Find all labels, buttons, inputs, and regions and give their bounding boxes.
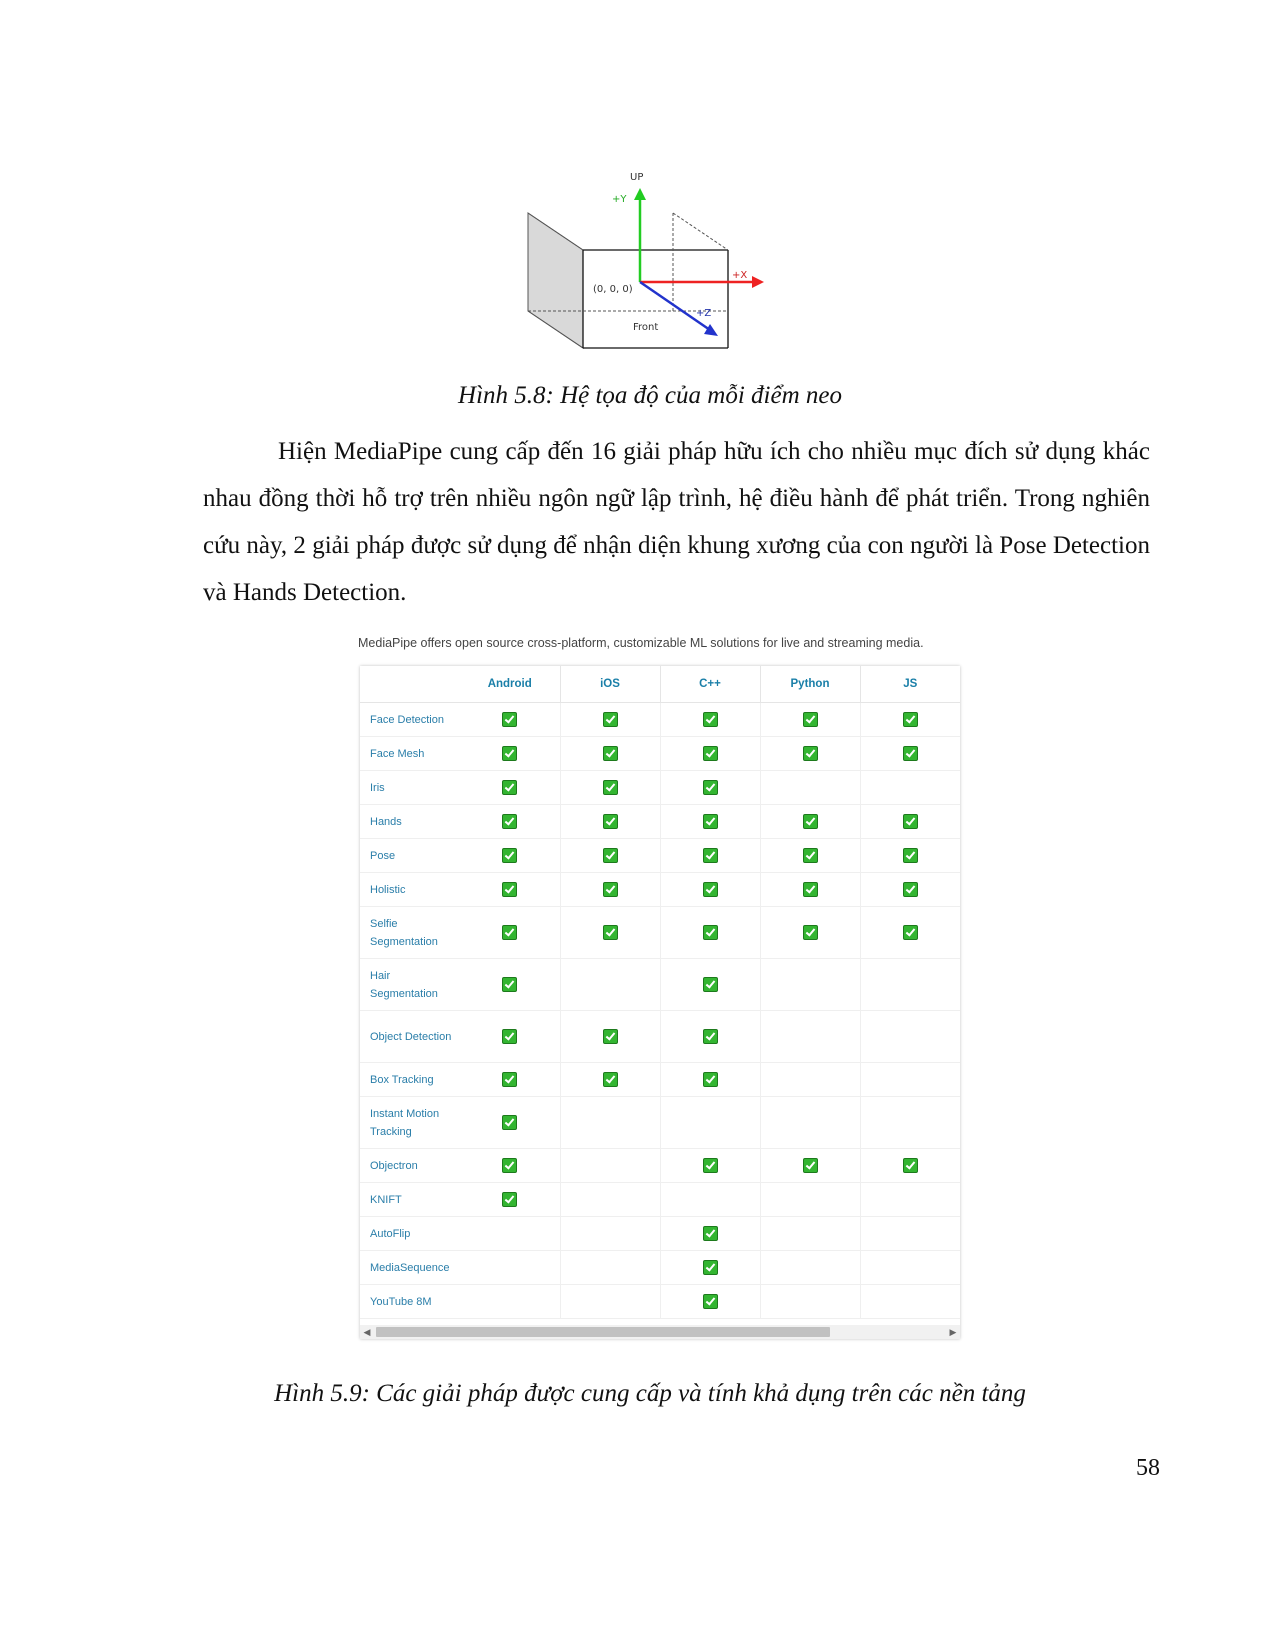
table-row bbox=[360, 839, 960, 873]
support-cell bbox=[660, 873, 760, 907]
checkmark-icon bbox=[603, 1072, 618, 1087]
header-ios: iOS bbox=[560, 666, 660, 703]
checkmark-icon bbox=[502, 925, 517, 940]
support-cell bbox=[860, 771, 960, 805]
solution-name-link[interactable]: Pose bbox=[360, 839, 460, 873]
support-cell bbox=[760, 1183, 860, 1217]
support-cell bbox=[860, 1217, 960, 1251]
checkmark-icon bbox=[502, 882, 517, 897]
solution-name-link[interactable]: MediaSequence bbox=[360, 1251, 460, 1285]
front-label: Front bbox=[633, 322, 659, 333]
solution-name-link[interactable]: Face Mesh bbox=[360, 737, 460, 771]
support-cell bbox=[860, 805, 960, 839]
z-axis-arrowhead bbox=[704, 324, 718, 336]
support-cell bbox=[460, 737, 560, 771]
checkmark-icon bbox=[703, 746, 718, 761]
checkmark-icon bbox=[703, 814, 718, 829]
support-cell bbox=[660, 1097, 760, 1149]
support-cell bbox=[460, 1183, 560, 1217]
support-cell bbox=[860, 1183, 960, 1217]
box-left-face bbox=[528, 213, 583, 348]
support-cell bbox=[560, 1285, 660, 1319]
checkmark-icon bbox=[603, 712, 618, 727]
horizontal-scrollbar[interactable] bbox=[360, 1325, 960, 1339]
solution-name-link[interactable]: Hair Segmentation bbox=[360, 959, 460, 1011]
support-cell bbox=[760, 907, 860, 959]
table-row bbox=[360, 1011, 960, 1063]
checkmark-icon bbox=[703, 1029, 718, 1044]
checkmark-icon bbox=[703, 780, 718, 795]
z-label: +Z bbox=[696, 308, 712, 319]
support-cell bbox=[660, 703, 760, 737]
checkmark-icon bbox=[603, 882, 618, 897]
support-cell bbox=[560, 1217, 660, 1251]
support-cell bbox=[660, 839, 760, 873]
checkmark-icon bbox=[703, 848, 718, 863]
solution-name-link[interactable]: Holistic bbox=[360, 873, 460, 907]
table-row bbox=[360, 737, 960, 771]
checkmark-icon bbox=[803, 1158, 818, 1173]
support-cell bbox=[860, 1063, 960, 1097]
checkmark-icon bbox=[903, 882, 918, 897]
support-cell bbox=[560, 1183, 660, 1217]
checkmark-icon bbox=[502, 1029, 517, 1044]
up-label: UP bbox=[630, 172, 644, 183]
solution-name-link[interactable]: Face Detection bbox=[360, 703, 460, 737]
x-axis-arrowhead bbox=[752, 276, 764, 288]
support-cell bbox=[860, 873, 960, 907]
support-cell bbox=[660, 959, 760, 1011]
solution-name-link[interactable]: Hands bbox=[360, 805, 460, 839]
y-label: +Y bbox=[612, 194, 627, 205]
scroll-right-arrow-icon[interactable]: ▶ bbox=[949, 1327, 957, 1337]
support-cell bbox=[560, 1097, 660, 1149]
support-cell bbox=[660, 1285, 760, 1319]
support-cell bbox=[660, 1217, 760, 1251]
support-cell bbox=[760, 737, 860, 771]
support-cell bbox=[760, 873, 860, 907]
support-cell bbox=[760, 1251, 860, 1285]
checkmark-icon bbox=[703, 1226, 718, 1241]
x-label: +X bbox=[732, 270, 748, 281]
checkmark-icon bbox=[502, 780, 517, 795]
checkmark-icon bbox=[703, 1072, 718, 1087]
support-cell bbox=[860, 1097, 960, 1149]
support-cell bbox=[860, 1251, 960, 1285]
support-cell bbox=[860, 907, 960, 959]
figure-caption-5-9: Hình 5.9: Các giải pháp được cung cấp và tính khả dụng trên các nền tảng bbox=[274, 1380, 1026, 1407]
support-cell bbox=[560, 907, 660, 959]
solution-name-link[interactable]: AutoFlip bbox=[360, 1217, 460, 1251]
support-cell bbox=[560, 771, 660, 805]
support-cell bbox=[760, 1011, 860, 1063]
header-blank bbox=[360, 666, 460, 703]
support-cell bbox=[460, 1217, 560, 1251]
checkmark-icon bbox=[903, 1158, 918, 1173]
support-cell bbox=[460, 839, 560, 873]
support-cell bbox=[860, 959, 960, 1011]
checkmark-icon bbox=[703, 882, 718, 897]
checkmark-icon bbox=[903, 848, 918, 863]
support-cell bbox=[860, 839, 960, 873]
support-cell bbox=[460, 1285, 560, 1319]
solution-name-link[interactable]: Object Detection bbox=[360, 1011, 460, 1063]
solution-name-link[interactable]: YouTube 8M bbox=[360, 1285, 460, 1319]
table-row bbox=[360, 873, 960, 907]
page-number: 58 bbox=[1136, 1455, 1160, 1481]
solutions-table bbox=[360, 666, 960, 1319]
support-cell bbox=[860, 1285, 960, 1319]
body-paragraph: Hiện MediaPipe cung cấp đến 16 giải pháp hữu ích cho nhiều mục đích sử dụng khác nhau đồng thời hỗ trợ trên nhiều ngôn ngữ lập trình, hệ điều hành để phát triển. Trong nghiên cứu này, 2 giải pháp được sử dụng để nhận diện khung xương của con người là Pose Detection và Hands Detection. bbox=[203, 438, 1150, 606]
checkmark-icon bbox=[903, 925, 918, 940]
header-js: JS bbox=[860, 666, 960, 703]
support-cell bbox=[860, 737, 960, 771]
support-cell bbox=[760, 1217, 860, 1251]
support-cell bbox=[660, 1183, 760, 1217]
checkmark-icon bbox=[703, 1294, 718, 1309]
solution-name-link[interactable]: Box Tracking bbox=[360, 1063, 460, 1097]
header-android: Android bbox=[460, 666, 560, 703]
checkmark-icon bbox=[703, 1158, 718, 1173]
checkmark-icon bbox=[603, 925, 618, 940]
table-row bbox=[360, 1149, 960, 1183]
support-cell bbox=[760, 1285, 860, 1319]
support-cell bbox=[460, 1097, 560, 1149]
checkmark-icon bbox=[502, 848, 517, 863]
solution-name-link[interactable]: Objectron bbox=[360, 1149, 460, 1183]
support-cell bbox=[760, 839, 860, 873]
support-cell bbox=[560, 1063, 660, 1097]
support-cell bbox=[760, 1097, 860, 1149]
support-cell bbox=[460, 771, 560, 805]
support-cell bbox=[560, 959, 660, 1011]
table-row bbox=[360, 805, 960, 839]
table-row bbox=[360, 1285, 960, 1319]
solution-name-link[interactable]: Selfie Segmentation bbox=[360, 907, 460, 959]
support-cell bbox=[760, 771, 860, 805]
support-cell bbox=[460, 873, 560, 907]
checkmark-icon bbox=[603, 848, 618, 863]
table-row bbox=[360, 1097, 960, 1149]
checkmark-icon bbox=[502, 977, 517, 992]
support-cell bbox=[460, 1251, 560, 1285]
checkmark-icon bbox=[903, 712, 918, 727]
table-row bbox=[360, 907, 960, 959]
support-cell bbox=[760, 1149, 860, 1183]
solution-name-link[interactable]: Iris bbox=[360, 771, 460, 805]
support-cell bbox=[460, 1011, 560, 1063]
support-cell bbox=[760, 805, 860, 839]
support-cell bbox=[460, 805, 560, 839]
support-cell bbox=[660, 1251, 760, 1285]
table-row bbox=[360, 1251, 960, 1285]
checkmark-icon bbox=[603, 780, 618, 795]
checkmark-icon bbox=[502, 1192, 517, 1207]
checkmark-icon bbox=[903, 746, 918, 761]
support-cell bbox=[660, 1063, 760, 1097]
support-cell bbox=[560, 703, 660, 737]
checkmark-icon bbox=[703, 712, 718, 727]
checkmark-icon bbox=[502, 712, 517, 727]
support-cell bbox=[560, 873, 660, 907]
table-row bbox=[360, 1217, 960, 1251]
table-row bbox=[360, 959, 960, 1011]
support-cell bbox=[460, 959, 560, 1011]
checkmark-icon bbox=[502, 746, 517, 761]
support-cell bbox=[660, 907, 760, 959]
solution-name-link[interactable]: Instant Motion Tracking bbox=[360, 1097, 460, 1149]
checkmark-icon bbox=[703, 1260, 718, 1275]
support-cell bbox=[460, 907, 560, 959]
table-intro-text: MediaPipe offers open source cross-platform, customizable ML solutions for live and streaming media. bbox=[358, 636, 924, 650]
checkmark-icon bbox=[703, 925, 718, 940]
checkmark-icon bbox=[803, 712, 818, 727]
checkmark-icon bbox=[803, 814, 818, 829]
checkmark-icon bbox=[903, 814, 918, 829]
table-row bbox=[360, 1183, 960, 1217]
support-cell bbox=[660, 1011, 760, 1063]
header-python: Python bbox=[760, 666, 860, 703]
checkmark-icon bbox=[703, 977, 718, 992]
support-cell bbox=[760, 703, 860, 737]
support-cell bbox=[560, 805, 660, 839]
header-c-: C++ bbox=[660, 666, 760, 703]
support-cell bbox=[460, 1063, 560, 1097]
table-row bbox=[360, 771, 960, 805]
checkmark-icon bbox=[502, 814, 517, 829]
checkmark-icon bbox=[803, 746, 818, 761]
support-cell bbox=[660, 1149, 760, 1183]
checkmark-icon bbox=[603, 814, 618, 829]
support-cell bbox=[860, 1149, 960, 1183]
table-row bbox=[360, 1063, 960, 1097]
checkmark-icon bbox=[502, 1072, 517, 1087]
solutions-table-container bbox=[360, 666, 960, 1339]
solution-name-link[interactable]: KNIFT bbox=[360, 1183, 460, 1217]
support-cell bbox=[660, 771, 760, 805]
support-cell bbox=[860, 703, 960, 737]
support-cell bbox=[760, 1063, 860, 1097]
table-row bbox=[360, 703, 960, 737]
support-cell bbox=[460, 703, 560, 737]
checkmark-icon bbox=[603, 746, 618, 761]
support-cell bbox=[460, 1149, 560, 1183]
scrollbar-thumb[interactable] bbox=[376, 1327, 830, 1337]
checkmark-icon bbox=[803, 925, 818, 940]
scroll-left-arrow-icon[interactable]: ◀ bbox=[363, 1327, 371, 1337]
support-cell bbox=[560, 737, 660, 771]
support-cell bbox=[660, 737, 760, 771]
support-cell bbox=[560, 839, 660, 873]
coordinate-system-figure bbox=[520, 168, 790, 368]
support-cell bbox=[560, 1011, 660, 1063]
support-cell bbox=[560, 1251, 660, 1285]
checkmark-icon bbox=[803, 882, 818, 897]
support-cell bbox=[760, 959, 860, 1011]
checkmark-icon bbox=[502, 1115, 517, 1130]
support-cell bbox=[660, 805, 760, 839]
checkmark-icon bbox=[502, 1158, 517, 1173]
checkmark-icon bbox=[603, 1029, 618, 1044]
table-header-row bbox=[360, 666, 960, 703]
support-cell bbox=[860, 1011, 960, 1063]
figure-caption-5-8: Hình 5.8: Hệ tọa độ của mỗi điểm neo bbox=[458, 382, 842, 409]
origin-label: (0, 0, 0) bbox=[593, 284, 633, 295]
support-cell bbox=[560, 1149, 660, 1183]
y-axis-arrowhead bbox=[634, 188, 646, 200]
checkmark-icon bbox=[803, 848, 818, 863]
